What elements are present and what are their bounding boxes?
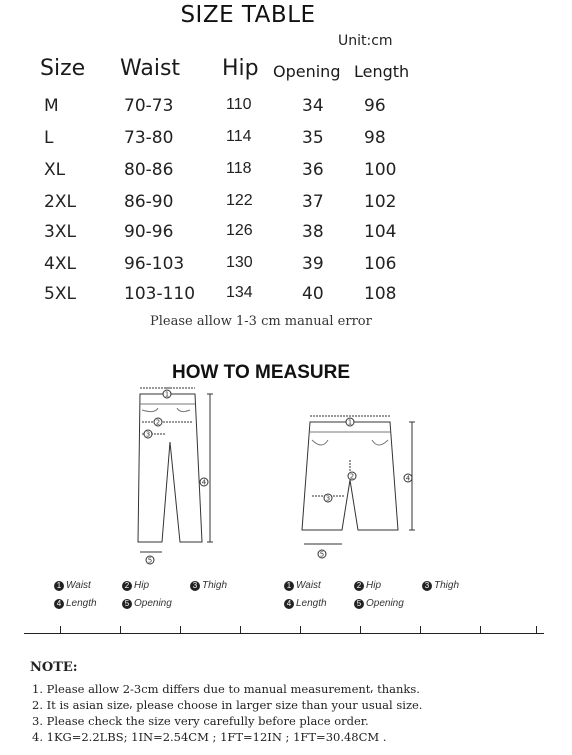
table-cell: 122 xyxy=(226,192,253,209)
svg-text:5: 5 xyxy=(147,556,153,565)
legend-hip-left: 2 Hip xyxy=(122,580,149,591)
table-cell: 114 xyxy=(226,128,252,145)
table-cell: 3XL xyxy=(44,222,76,242)
table-cell: 134 xyxy=(226,284,253,301)
table-cell: 98 xyxy=(364,128,386,148)
size-table-title: SIZE TABLE xyxy=(180,2,316,28)
table-cell: 90-96 xyxy=(124,222,174,242)
legend-length-left: 4 Length xyxy=(54,598,97,609)
table-cell: L xyxy=(44,128,54,148)
table-cell: 70-73 xyxy=(124,96,174,116)
table-cell: 110 xyxy=(226,96,252,113)
note-item-3: 3. Please check the size very carefully before place order. xyxy=(32,714,369,728)
svg-text:1: 1 xyxy=(347,418,353,427)
ruler-divider xyxy=(24,633,544,634)
table-cell: 38 xyxy=(302,222,324,242)
header-length: Length xyxy=(354,62,410,81)
header-waist: Waist xyxy=(120,56,181,81)
table-cell: XL xyxy=(44,160,66,180)
table-cell: 126 xyxy=(226,222,253,239)
svg-text:3: 3 xyxy=(325,494,331,503)
table-cell: 73-80 xyxy=(124,128,174,148)
table-cell: 4XL xyxy=(44,254,76,274)
table-cell: 103-110 xyxy=(124,284,196,304)
note-item-2: 2. It is asian size⸴ please choose in larger size than your usual size. xyxy=(32,698,423,712)
svg-text:4: 4 xyxy=(201,478,207,487)
note-item-1: 1. Please allow 2-3cm differs due to manual measurement⸴ thanks. xyxy=(32,682,420,696)
header-hip: Hip xyxy=(222,56,259,81)
legend-waist-left: 1 Waist xyxy=(54,580,91,591)
table-cell: 34 xyxy=(302,96,324,116)
legend-waist-right: 1 Waist xyxy=(284,580,321,591)
table-cell: 2XL xyxy=(44,192,76,212)
svg-text:1: 1 xyxy=(164,390,170,399)
header-opening: Opening xyxy=(273,62,341,81)
table-cell: 39 xyxy=(302,254,324,274)
table-cell: 40 xyxy=(302,284,324,304)
table-cell: 106 xyxy=(364,254,397,274)
table-cell: 96 xyxy=(364,96,386,116)
unit-label: Unit:cm xyxy=(338,33,393,49)
table-cell: 37 xyxy=(302,192,324,212)
legend-opening-left: 5 Opening xyxy=(122,598,172,609)
table-cell: 108 xyxy=(364,284,397,304)
table-cell: M xyxy=(44,96,59,116)
note-title: NOTE: xyxy=(30,660,78,675)
table-cell: 100 xyxy=(364,160,397,180)
how-to-measure-title: HOW TO MEASURE xyxy=(171,362,351,383)
error-note: Please allow 1-3 cm manual error xyxy=(150,314,372,329)
shorts-diagram xyxy=(290,410,430,570)
svg-text:2: 2 xyxy=(155,418,161,427)
header-size: Size xyxy=(40,56,86,81)
table-cell: 36 xyxy=(302,160,324,180)
table-cell: 130 xyxy=(226,254,253,271)
svg-text:3: 3 xyxy=(145,430,151,439)
pants-diagram xyxy=(110,382,230,572)
table-cell: 86-90 xyxy=(124,192,174,212)
table-cell: 102 xyxy=(364,192,397,212)
svg-text:4: 4 xyxy=(405,474,411,483)
table-cell: 118 xyxy=(226,160,252,177)
legend-hip-right: 2 Hip xyxy=(354,580,381,591)
table-cell: 96-103 xyxy=(124,254,185,274)
table-cell: 5XL xyxy=(44,284,76,304)
note-item-4: 4. 1KG=2.2LBS; 1IN=2.54CM ; 1FT=12IN ; 1FT=30.48CM . xyxy=(32,730,387,744)
legend-thigh-right: 3 Thigh xyxy=(422,580,459,591)
legend-length-right: 4 Length xyxy=(284,598,327,609)
legend-opening-right: 5 Opening xyxy=(354,598,404,609)
svg-text:5: 5 xyxy=(319,550,325,559)
svg-text:2: 2 xyxy=(349,472,355,481)
table-cell: 104 xyxy=(364,222,397,242)
legend-thigh-left: 3 Thigh xyxy=(190,580,227,591)
table-cell: 80-86 xyxy=(124,160,174,180)
table-cell: 35 xyxy=(302,128,324,148)
